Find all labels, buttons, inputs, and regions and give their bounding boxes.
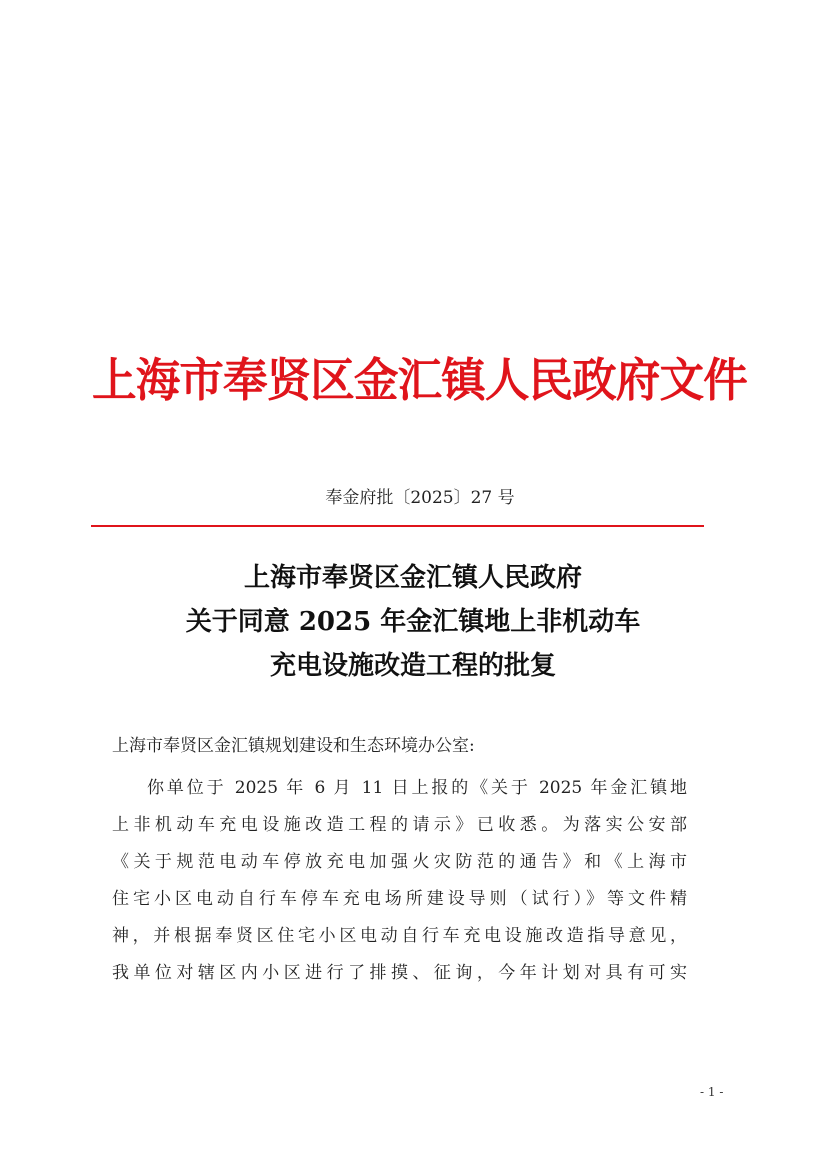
- title-line: 充电设施改造工程的批复: [269, 651, 556, 681]
- page-number: - 1 -: [700, 1085, 724, 1099]
- body-line: 神，并根据奉贤区住宅小区电动自行车充电设施改造指导意见，: [112, 926, 687, 946]
- title-line: 上海市奉贤区金汇镇人民政府: [243, 563, 582, 593]
- document-number: 奉金府批〔2025〕27 号: [325, 488, 515, 508]
- title-line: 关于同意 2025 年金汇镇地上非机动车: [185, 607, 641, 637]
- document-title: [0, 556, 826, 688]
- red-divider-line: [91, 525, 704, 527]
- body-line: 上非机动车充电设施改造工程的请示》已收悉。为落实公安部: [112, 815, 687, 835]
- body-line: 住宅小区电动自行车停车充电场所建设导则（试行）》等文件精: [112, 889, 687, 909]
- body-line: 《关于规范电动车停放充电加强火灾防范的通告》和《上海市: [112, 852, 687, 872]
- body-line: 我单位对辖区内小区进行了排摸、征询，今年计划对具有可实: [112, 963, 687, 983]
- body-line: 你单位于 2025 年 6 月 11 日上报的《关于 2025 年金汇镇地: [147, 778, 687, 798]
- addressee: 上海市奉贤区金汇镇规划建设和生态环境办公室:: [112, 736, 475, 756]
- red-masthead: 上海市奉贤区金汇镇人民政府文件: [92, 353, 747, 407]
- body-paragraph: [112, 770, 687, 992]
